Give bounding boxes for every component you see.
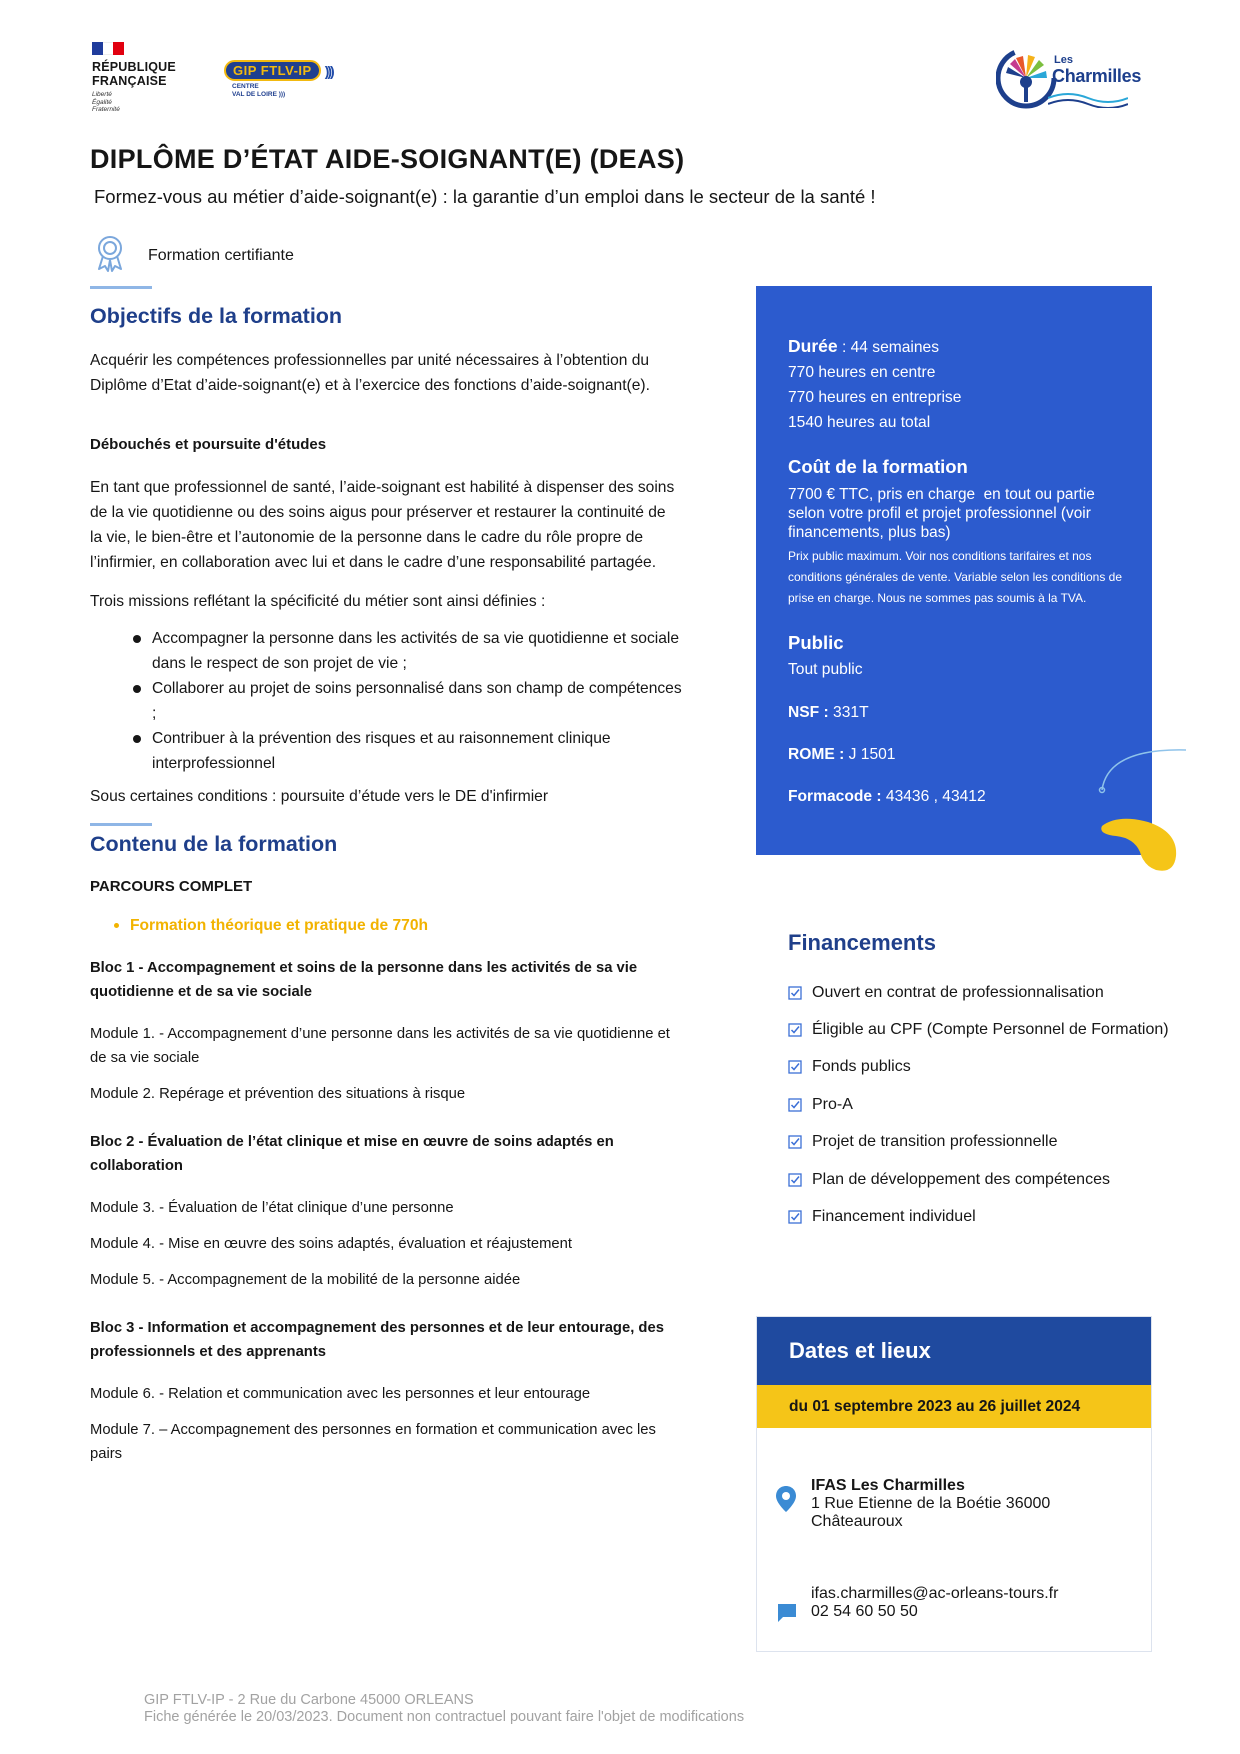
place-name: IFAS Les Charmilles <box>811 1477 965 1494</box>
rf-motto-2: Égalité <box>92 98 112 106</box>
dates-heading: Dates et lieux <box>757 1317 1151 1385</box>
objectives-heading: Objectifs de la formation <box>90 304 343 328</box>
hours-item: 770 heures en centre <box>788 364 936 381</box>
checkbox-checked-icon <box>788 1023 802 1037</box>
dates-period: du 01 septembre 2023 au 26 juillet 2024 <box>757 1385 1151 1428</box>
certification-badge <box>94 234 294 272</box>
financing-item <box>788 1198 1228 1235</box>
location-pin-icon <box>775 1485 797 1513</box>
missions-list <box>90 626 682 776</box>
charmilles-wave-icon <box>1048 90 1128 108</box>
content-block <box>90 956 682 1106</box>
financing-item-label: Fonds publics <box>812 1058 911 1076</box>
financing-item <box>788 1161 1228 1198</box>
checkbox-checked-icon <box>788 1135 802 1149</box>
financing-item-label: Plan de développement des compétences <box>812 1170 1110 1188</box>
chat-bubble-icon <box>777 1603 797 1623</box>
financing-item-label: Projet de transition professionnelle <box>812 1133 1058 1151</box>
public-value: Tout public <box>788 661 863 678</box>
hours-item: 1540 heures au total <box>788 414 931 431</box>
module-item: Module 2. Repérage et prévention des situations à risque <box>90 1086 466 1102</box>
rf-motto-3: Fraternité <box>92 106 120 113</box>
duration-value: : 44 semaines <box>837 339 940 356</box>
cost-heading: Coût de la formation <box>788 456 968 477</box>
les-charmilles-logo <box>996 46 1142 112</box>
objectives-text: Acquérir les compétences professionnelles par unité nécessaires à l’obtention du Diplôme d’Etat d’aide-soignant(e) et à l’exercice des fonctions d’aide-soignant(e). <box>90 352 650 394</box>
module-item: Module 1. - Accompagnement d’une personne dans les activités de sa vie quotidienne et de sa vie sociale <box>90 1026 670 1066</box>
module-item: Module 6. - Relation et communication avec les personnes et leur entourage <box>90 1386 591 1402</box>
charmilles-logo-small: Les <box>1054 54 1073 66</box>
checkbox-checked-icon <box>788 1173 802 1187</box>
track-item: Formation théorique et pratique de 770h <box>90 913 682 938</box>
financing-list <box>788 974 1228 1236</box>
financing-item-label: Pro-A <box>812 1095 853 1113</box>
info-panel <box>756 286 1152 855</box>
mission-item: Accompagner la personne dans les activités de sa vie quotidienne et sociale dans le respect de son projet de vie ; <box>152 626 682 676</box>
mission-item: Contribuer à la prévention des risques et au raisonnement clinique interprofessionnel <box>152 726 682 776</box>
financing-item-label: Éligible au CPF (Compte Personnel de Formation) <box>812 1021 1169 1039</box>
outcomes-heading: Débouchés et poursuite d'études <box>90 436 327 453</box>
block-title: Bloc 2 - Évaluation de l’état clinique et mise en œuvre de soins adaptés en collaboration <box>90 1134 614 1174</box>
module-item: Module 7. – Accompagnement des personnes en formation et communication avec les pairs <box>90 1422 656 1462</box>
location-block <box>775 1477 1050 1531</box>
cost-text: 7700 € TTC, pris en charge en tout ou partie selon votre profil et projet professionnel (voir financements, plus bas) <box>788 486 1100 541</box>
block-title: Bloc 1 - Accompagnement et soins de la personne dans les activités de sa vie quotidienne et de sa vie sociale <box>90 960 638 1000</box>
nsf-line <box>788 700 1122 725</box>
page-subtitle: Formez-vous au métier d’aide-soignant(e) : la garantie d’un emploi dans le secteur de la santé ! <box>94 186 876 207</box>
module-item: Module 5. - Accompagnement de la mobilité de la personne aidée <box>90 1272 521 1288</box>
further-studies-text: Sous certaines conditions : poursuite d’étude vers le DE d'infirmier <box>90 788 549 805</box>
page-footer <box>144 1692 744 1726</box>
footer-address: GIP FTLV-IP - 2 Rue du Carbone 45000 ORLEANS <box>144 1692 474 1708</box>
financing-item <box>788 1086 1228 1123</box>
accent-bar <box>90 823 152 826</box>
financing-item <box>788 974 1228 1011</box>
accent-bar <box>90 286 152 289</box>
track-heading: PARCOURS COMPLET <box>90 878 253 895</box>
certification-label: Formation certifiante <box>148 247 294 264</box>
hours-list <box>788 360 1122 435</box>
gip-ftlv-logo <box>224 60 336 99</box>
block-title: Bloc 3 - Information et accompagnement des personnes et de leur entourage, des professionnels et des apprenants <box>90 1320 664 1360</box>
charmilles-logo-name: Charmilles <box>1052 66 1142 86</box>
mission-item: Collaborer au projet de soins personnalisé dans son champ de compétences ; <box>152 676 682 726</box>
french-flag-icon <box>92 42 124 55</box>
footer-disclaimer: Fiche générée le 20/03/2023. Document non contractuel pouvant faire l'objet de modifications <box>144 1709 745 1725</box>
gip-logo-line2: VAL DE LOIRE ))) <box>232 91 286 98</box>
rf-motto-1: Liberté <box>92 91 112 98</box>
financing-section <box>788 930 1228 1236</box>
contact-phone-link[interactable]: 02 54 60 50 50 <box>811 1603 918 1620</box>
gip-logo-line1: CENTRE <box>232 83 259 90</box>
formacode-value: 43436 , 43412 <box>881 788 986 805</box>
formacode-line <box>788 784 1122 809</box>
outcomes-text: En tant que professionnel de santé, l’aide-soignant est habilité à dispenser des soins de la vie quotidienne ou des soins aigus pour préserver et restaurer la continuité de la vie, le bien-être et l’autonomie de la personne dans le cadre du rôle propre de l’infirmier, en collaboration avec lui et dans le cadre d’une responsabilité partagée. <box>90 479 675 571</box>
hours-item: 770 heures en entreprise <box>788 389 962 406</box>
gip-logo-waves-icon: ))) <box>324 62 333 79</box>
decorative-yellow-blob-icon <box>1098 812 1180 876</box>
missions-intro: Trois missions reflétant la spécificité du métier sont ainsi définies : <box>90 593 546 610</box>
duration-line <box>788 334 1122 360</box>
content-block <box>90 1130 682 1292</box>
nsf-value: 331T <box>828 704 869 721</box>
republique-francaise-logo <box>92 42 192 114</box>
module-item: Module 3. - Évaluation de l’état clinique d’une personne <box>90 1200 454 1216</box>
certification-ribbon-icon <box>94 234 126 272</box>
rf-logo-line1: RÉPUBLIQUE <box>92 60 176 74</box>
decorative-arc-icon <box>1098 744 1190 796</box>
cost-note: Prix public maximum. Voir nos conditions tarifaires et nos conditions générales de vente. Variable selon les conditions de prise en charge. Nous ne sommes pas soumis à la TVA. <box>788 549 1122 605</box>
place-address-line2: Châteauroux <box>811 1513 903 1530</box>
checkbox-checked-icon <box>788 1060 802 1074</box>
nsf-label: NSF : <box>788 704 829 721</box>
content-heading: Contenu de la formation <box>90 832 338 856</box>
checkbox-checked-icon <box>788 1098 802 1112</box>
rome-label: ROME : <box>788 746 845 763</box>
financing-item <box>788 1124 1228 1161</box>
checkbox-checked-icon <box>788 1210 802 1224</box>
left-column <box>90 302 682 1466</box>
gip-logo-name: GIP FTLV-IP <box>224 60 321 81</box>
financing-item <box>788 1011 1228 1048</box>
place-address-line1: 1 Rue Etienne de la Boétie 36000 <box>811 1495 1051 1512</box>
duration-label: Durée <box>788 336 838 356</box>
dates-card <box>756 1316 1152 1652</box>
financing-heading: Financements <box>788 930 936 955</box>
contact-email-link[interactable]: ifas.charmilles@ac-orleans-tours.fr <box>811 1585 1059 1602</box>
rome-value: J 1501 <box>844 746 896 763</box>
financing-item <box>788 1049 1228 1086</box>
rome-line <box>788 742 1122 767</box>
financing-item-label: Ouvert en contrat de professionnalisation <box>812 983 1104 1001</box>
page-title: DIPLÔME D’ÉTAT AIDE-SOIGNANT(E) (DEAS) <box>90 144 685 174</box>
module-item: Module 4. - Mise en œuvre des soins adaptés, évaluation et réajustement <box>90 1236 572 1252</box>
public-heading: Public <box>788 632 844 653</box>
contact-block <box>777 1585 1058 1623</box>
content-block <box>90 1316 682 1466</box>
formacode-label: Formacode : <box>788 788 882 805</box>
content-blocks <box>90 956 682 1466</box>
financing-item-label: Financement individuel <box>812 1208 976 1226</box>
rf-logo-line2: FRANÇAISE <box>92 74 167 88</box>
checkbox-checked-icon <box>788 986 802 1000</box>
